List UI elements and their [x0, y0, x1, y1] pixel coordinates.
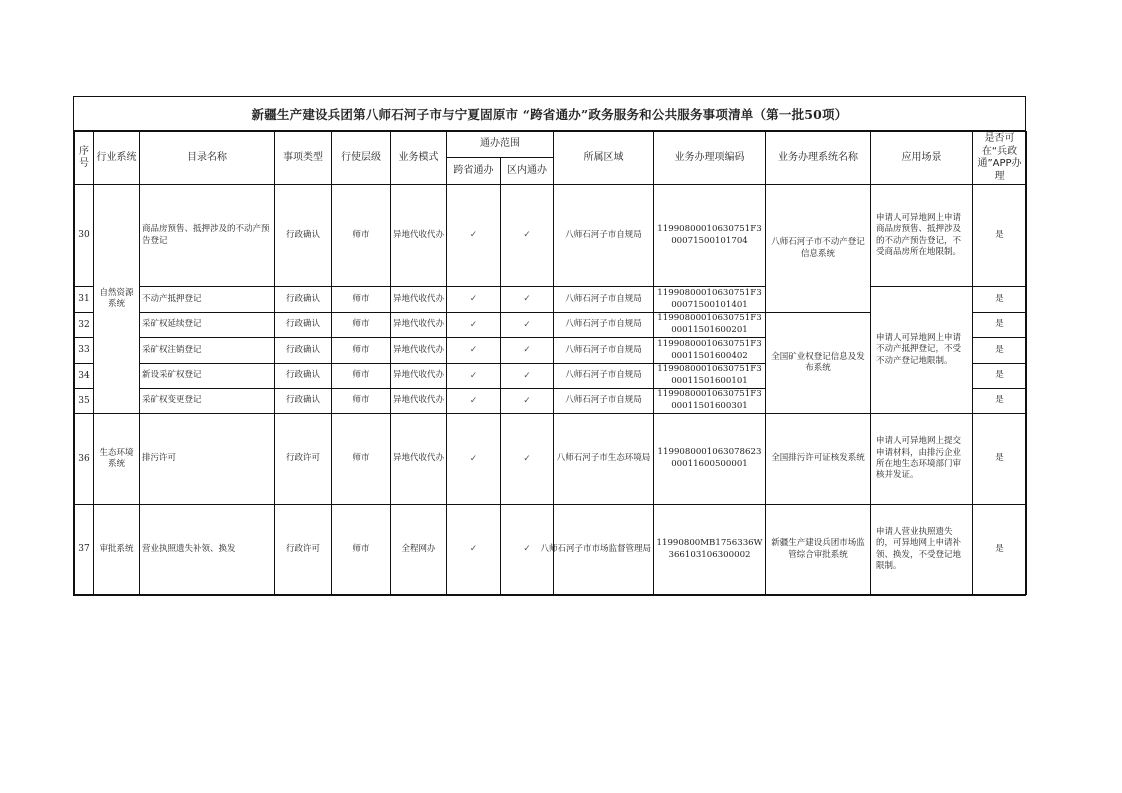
item-code: 11990800010630751F300011501600201	[654, 313, 766, 338]
cross-check-icon: ✓	[447, 414, 501, 505]
industry-group: 生态环境系统	[94, 414, 140, 505]
header-mode: 业务模式	[391, 132, 447, 185]
service-table	[74, 131, 1027, 595]
item-code: 11990800010630751F300071500101704	[654, 185, 766, 287]
app-flag: 是	[973, 364, 1027, 389]
cross-check-icon: ✓	[447, 287, 501, 313]
header-industry: 行业系统	[94, 132, 140, 185]
catalog-name: 采矿权延续登记	[140, 313, 275, 338]
item-type: 行政确认	[275, 313, 332, 338]
item-mode: 全程网办	[391, 505, 447, 595]
table-row	[75, 185, 1027, 287]
header-catalog: 目录名称	[140, 132, 275, 185]
header-system: 业务办理系统名称	[766, 132, 871, 185]
region-check-icon: ✓	[501, 364, 554, 389]
catalog-name: 营业执照遗失补领、换发	[140, 505, 275, 595]
item-area: 八师石河子市自规局	[554, 185, 654, 287]
item-code: 11990800010630751F300011501600301	[654, 389, 766, 414]
item-area: 八师石河子市市场监督管理局	[554, 505, 654, 595]
system-name: 八师石河子市不动产登记信息系统	[766, 185, 871, 313]
catalog-name: 不动产抵押登记	[140, 287, 275, 313]
system-name: 全国排污许可证核发系统	[766, 414, 871, 505]
item-type: 行政许可	[275, 414, 332, 505]
row-number: 34	[75, 364, 94, 389]
item-mode: 异地代收代办	[391, 313, 447, 338]
row-number: 32	[75, 313, 94, 338]
region-check-icon: ✓	[501, 389, 554, 414]
item-level: 师市	[332, 287, 391, 313]
document-sheet	[73, 96, 1026, 596]
item-area: 八师石河子市自规局	[554, 313, 654, 338]
header-area: 所属区域	[554, 132, 654, 185]
header-scope-cross: 跨省通办	[447, 158, 501, 185]
item-level: 师市	[332, 313, 391, 338]
header-code: 业务办理项编码	[654, 132, 766, 185]
item-type: 行政确认	[275, 389, 332, 414]
region-check-icon: ✓	[501, 414, 554, 505]
app-flag: 是	[973, 287, 1027, 313]
app-flag: 是	[973, 338, 1027, 364]
item-level: 师市	[332, 338, 391, 364]
item-mode: 异地代收代办	[391, 389, 447, 414]
catalog-name: 商品房预售、抵押涉及的不动产预告登记	[140, 185, 275, 287]
row-number: 33	[75, 338, 94, 364]
catalog-name: 新设采矿权登记	[140, 364, 275, 389]
region-check-icon: ✓	[501, 338, 554, 364]
cross-check-icon: ✓	[447, 389, 501, 414]
item-area: 八师石河子市自规局	[554, 287, 654, 313]
system-name: 新疆生产建设兵团市场监管综合审批系统	[766, 505, 871, 595]
header-scope-region: 区内通办	[501, 158, 554, 185]
app-flag: 是	[973, 185, 1027, 287]
cross-check-icon: ✓	[447, 505, 501, 595]
header-type: 事项类型	[275, 132, 332, 185]
item-mode: 异地代收代办	[391, 338, 447, 364]
region-check-icon: ✓	[501, 185, 554, 287]
item-type: 行政确认	[275, 338, 332, 364]
item-type: 行政许可	[275, 505, 332, 595]
item-area: 八师石河子市自规局	[554, 364, 654, 389]
item-level: 师市	[332, 505, 391, 595]
item-mode: 异地代收代办	[391, 287, 447, 313]
region-check-icon: ✓	[501, 505, 554, 595]
item-level: 师市	[332, 185, 391, 287]
item-code: 11990800MB1756336W366103106300002	[654, 505, 766, 595]
item-area: 八师石河子市自规局	[554, 338, 654, 364]
scene-text: 申请人可异地网上提交申请材料，由排污企业所在地生态环境部门审核并发证。	[871, 414, 973, 505]
item-level: 师市	[332, 364, 391, 389]
row-number: 37	[75, 505, 94, 595]
header-seq: 序号	[75, 132, 94, 185]
row-number: 35	[75, 389, 94, 414]
row-number: 31	[75, 287, 94, 313]
item-level: 师市	[332, 389, 391, 414]
catalog-name: 采矿权变更登记	[140, 389, 275, 414]
region-check-icon: ✓	[501, 313, 554, 338]
header-scope: 通办范围	[447, 132, 554, 158]
item-type: 行政确认	[275, 287, 332, 313]
system-name: 全国矿业权登记信息及发布系统	[766, 313, 871, 414]
item-mode: 异地代收代办	[391, 364, 447, 389]
row-number: 30	[75, 185, 94, 287]
row-number: 36	[75, 414, 94, 505]
item-area: 八师石河子市自规局	[554, 389, 654, 414]
industry-group: 自然资源系统	[94, 185, 140, 414]
item-code: 11990800010630751F300011501600101	[654, 364, 766, 389]
catalog-name: 排污许可	[140, 414, 275, 505]
scene-text: 申请人可异地网上申请不动产抵押登记，不受不动产登记地限制。	[871, 287, 973, 414]
app-flag: 是	[973, 505, 1027, 595]
item-code: 11990800010630786230001160050000​1	[654, 414, 766, 505]
header-level: 行使层级	[332, 132, 391, 185]
cross-check-icon: ✓	[447, 364, 501, 389]
item-level: 师市	[332, 414, 391, 505]
table-row	[75, 287, 1027, 313]
table-row	[75, 414, 1027, 505]
item-code: 11990800010630751F300011501600402	[654, 338, 766, 364]
app-flag: 是	[973, 313, 1027, 338]
item-type: 行政确认	[275, 185, 332, 287]
header-scene: 应用场景	[871, 132, 973, 185]
item-code: 11990800010630751F300071500101401	[654, 287, 766, 313]
region-check-icon: ✓	[501, 287, 554, 313]
table-row	[75, 505, 1027, 595]
catalog-name: 采矿权注销登记	[140, 338, 275, 364]
app-flag: 是	[973, 389, 1027, 414]
header-app: 是否可在“兵政通”APP办理	[973, 132, 1027, 185]
cross-check-icon: ✓	[447, 313, 501, 338]
item-mode: 异地代收代办	[391, 414, 447, 505]
page-title: 新疆生产建设兵团第八师石河子市与宁夏固原市 “跨省通办”政务服务和公共服务事项清单（第一批50项）	[74, 97, 1025, 131]
scene-text: 申请人可异地网上申请商品房预售、抵押涉及的不动产预告登记，不受商品房所在地限制。	[871, 185, 973, 287]
item-type: 行政确认	[275, 364, 332, 389]
app-flag: 是	[973, 414, 1027, 505]
industry-group: 审批系统	[94, 505, 140, 595]
cross-check-icon: ✓	[447, 185, 501, 287]
scene-text: 申请人营业执照遗失的，可异地网上申请补领、换发，不受登记地限制。	[871, 505, 973, 595]
item-area: 八师石河子市生态环境局	[554, 414, 654, 505]
cross-check-icon: ✓	[447, 338, 501, 364]
item-mode: 异地代收代办	[391, 185, 447, 287]
